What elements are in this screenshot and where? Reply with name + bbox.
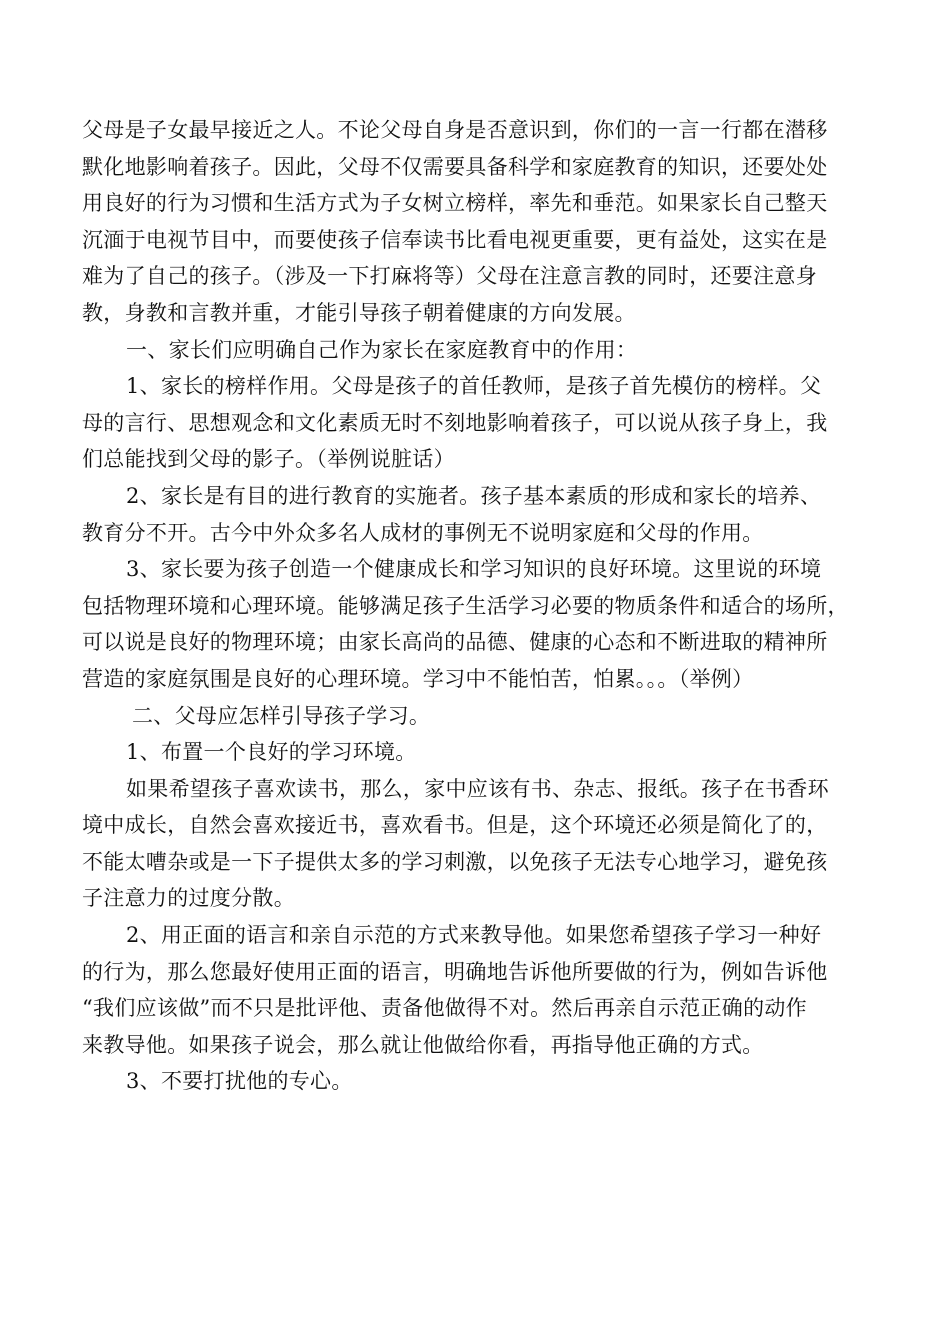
subsection-heading: 3、不要打扰他的专心。 (126, 1069, 353, 1094)
text-line: 1、家长的榜样作用。父母是孩子的首任教师，是孩子首先模仿的榜样。父 (126, 374, 822, 399)
section-heading: 二、父母应怎样引导孩子学习。 (132, 703, 431, 728)
text-line: 3、家长要为孩子创造一个健康成长和学习知识的良好环境。这里说的环境 (126, 557, 822, 582)
text-line: 难为了自己的孩子。（涉及一下打麻将等）父母在注意言教的同时，还要注意身 (82, 264, 817, 289)
text-line: 沉湎于电视节目中，而要使孩子信奉读书比看电视更重要，更有益处，这实在是 (82, 227, 828, 252)
text-line: 如果希望孩子喜欢读书，那么，家中应该有书、杂志、报纸。孩子在书香环 (126, 776, 829, 801)
text-line: 的行为，那么您最好使用正面的语言，明确地告诉他所要做的行为，例如告诉他 (82, 959, 828, 984)
text-line: 境中成长，自然会喜欢接近书，喜欢看书。但是，这个环境还必须是简化了的， (82, 813, 828, 838)
text-line: 2、用正面的语言和亲自示范的方式来教导他。如果您希望孩子学习一种好 (126, 923, 822, 948)
text-line: “我们应该做”而不只是批评他、责备他做得不对。然后再亲自示范正确的动作 (82, 996, 807, 1021)
text-line: 用良好的行为习惯和生活方式为子女树立榜样，率先和垂范。如果家长自己整天 (82, 191, 828, 216)
section-heading: 一、家长们应明确自己作为家长在家庭教育中的作用： (126, 337, 638, 362)
subsection-heading: 1、布置一个良好的学习环境。 (126, 740, 417, 765)
text-line: 包括物理环境和心理环境。能够满足孩子生活学习必要的物质条件和适合的场所， (82, 593, 849, 618)
text-line: 母的言行、思想观念和文化素质无时不刻地影响着孩子，可以说从孩子身上，我 (82, 410, 828, 435)
text-line: 子注意力的过度分散。 (82, 886, 295, 911)
text-line: 来教导他。如果孩子说会，那么就让他做给你看，再指导他正确的方式。 (82, 1032, 764, 1057)
text-line: 营造的家庭氛围是良好的心理环境。学习中不能怕苦，怕累。。。（举例） (82, 666, 754, 691)
text-line: 们总能找到父母的影子。（举例说脏话） (82, 447, 455, 472)
text-line: 可以说是良好的物理环境；由家长高尚的品德、健康的心态和不断进取的精神所 (82, 630, 828, 655)
document-body (82, 112, 882, 1100)
text-line: 教，身教和言教并重，才能引导孩子朝着健康的方向发展。 (82, 300, 636, 325)
text-line: 不能太嘈杂或是一下子提供太多的学习刺激，以免孩子无法专心地学习，避免孩 (82, 849, 828, 874)
text-line: 默化地影响着孩子。因此，父母不仅需要具备科学和家庭教育的知识，还要处处 (82, 154, 828, 179)
text-line: 2、家长是有目的进行教育的实施者。孩子基本素质的形成和家长的培养、 (126, 483, 822, 508)
text-line: 父母是子女最早接近之人。不论父母自身是否意识到，你们的一言一行都在潜移 (82, 118, 828, 142)
text-line: 教育分不开。古今中外众多名人成材的事例无不说明家庭和父母的作用。 (82, 520, 764, 545)
